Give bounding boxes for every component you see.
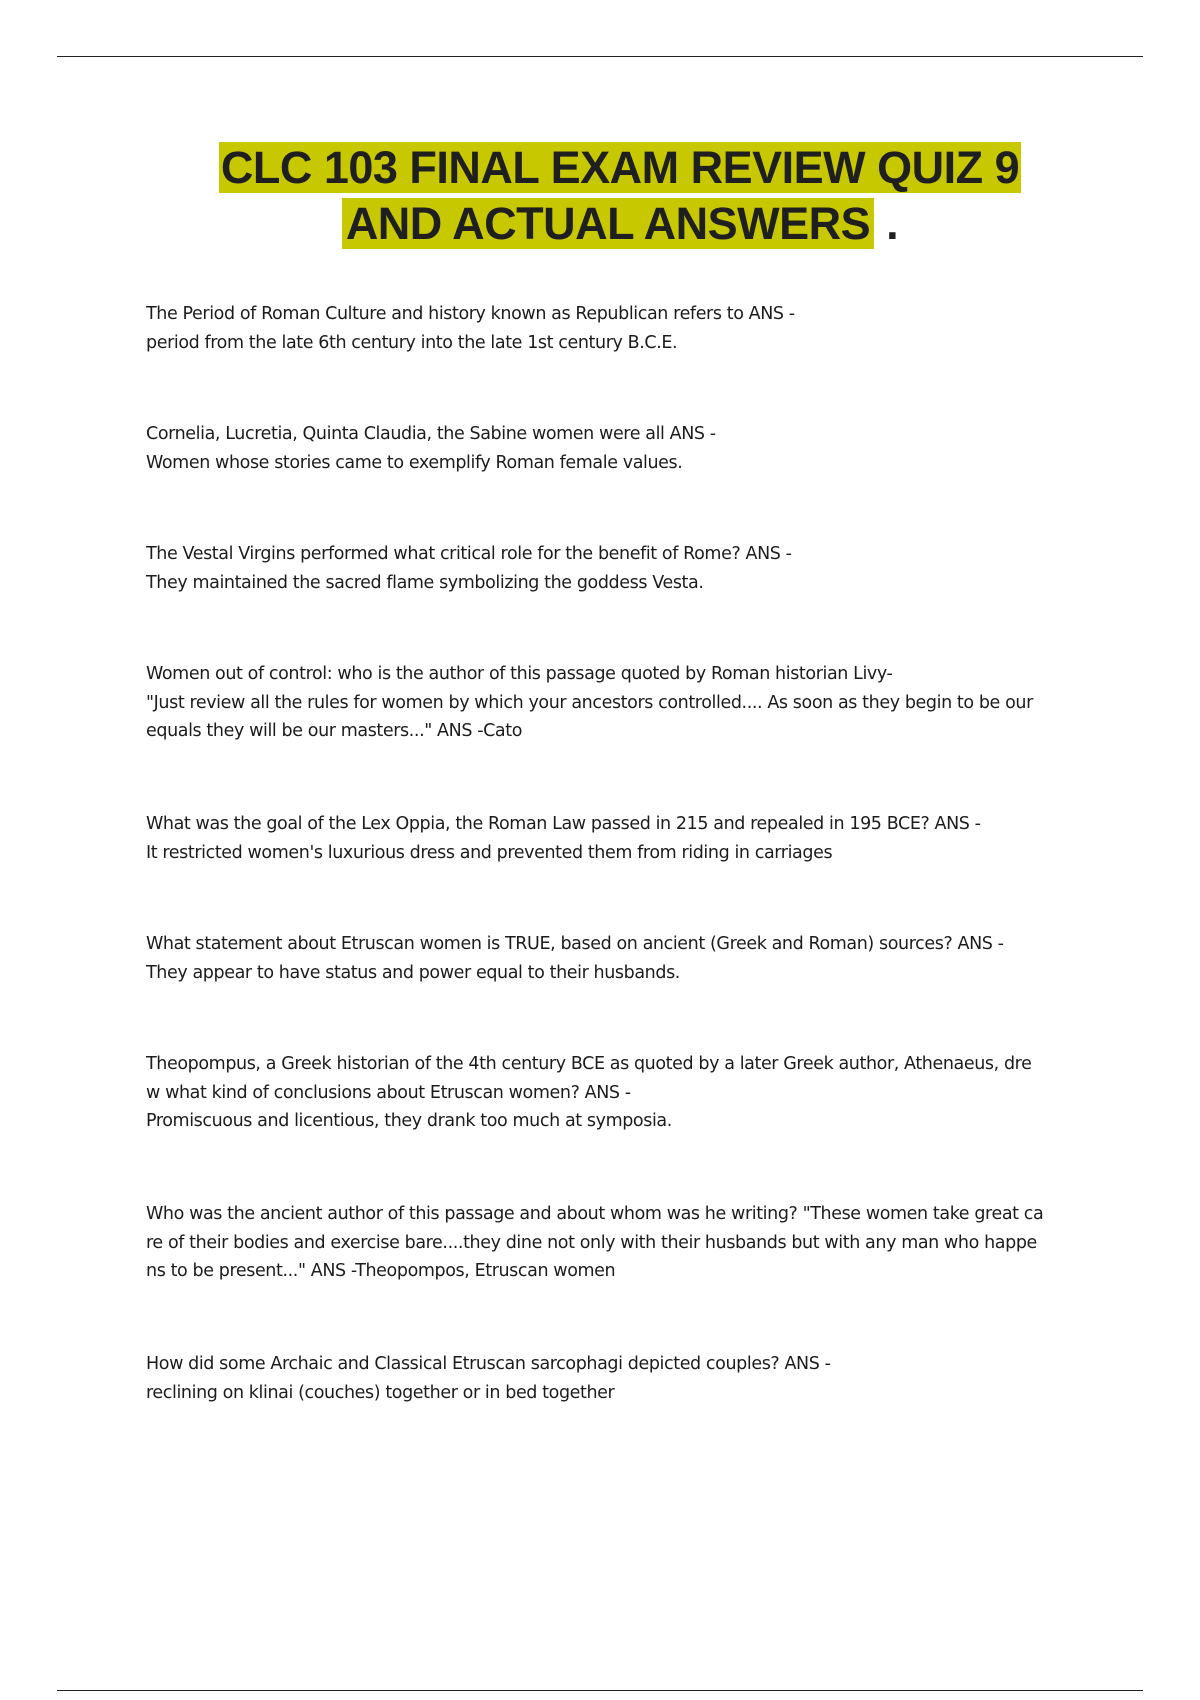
qa-item-9: How did some Archaic and Classical Etruscan sarcophagi depicted couples? ANS - reclining on klinai (couches) together or in bed together [146, 1354, 831, 1403]
qa-item-3: The Vestal Virgins performed what critical role for the benefit of Rome? ANS - They maintained the sacred flame symbolizing the goddess Vesta. [146, 544, 792, 593]
title-suffix: . [886, 198, 899, 249]
document-title [60, 140, 1180, 252]
qa-item-6: What statement about Etruscan women is TRUE, based on ancient (Greek and Roman) sources? ANS - They appear to have status and power equal to their husbands. [146, 934, 1004, 983]
qa-item-5: What was the goal of the Lex Oppia, the Roman Law passed in 215 and repealed in 195 BCE? ANS - It restricted women's luxurious dress and prevented them from riding in carriages [146, 814, 981, 863]
qa-item-7: Theopompus, a Greek historian of the 4th century BCE as quoted by a later Greek author, Athenaeus, dre w what kind of conclusions about Etruscan women? ANS - Promiscuous and licentious, they drank too much at symposia. [146, 1054, 1032, 1131]
qa-item-1: The Period of Roman Culture and history known as Republican refers to ANS - period from the late 6th century into the late 1st century B.C.E. [146, 304, 795, 353]
qa-item-8: Who was the ancient author of this passage and about whom was he writing? "These women take great ca re of their bodies and exercise bare....they dine not only with their husbands but with any man who happe ns to be present..." ANS -Theopompos, Etruscan women [146, 1204, 1044, 1281]
bottom-rule [57, 1690, 1143, 1691]
qa-item-4: Women out of control: who is the author of this passage quoted by Roman historian Livy- "Just review all the rules for women by which your ancestors controlled.... As soon as they begin to be our equals they will be our masters..." ANS -Cato [146, 664, 1033, 741]
title-line-2: AND ACTUAL ANSWERS [342, 198, 874, 249]
title-line-1: CLC 103 FINAL EXAM REVIEW QUIZ 9 [220, 142, 1020, 193]
top-rule [57, 56, 1143, 57]
qa-item-2: Cornelia, Lucretia, Quinta Claudia, the Sabine women were all ANS - Women whose stories came to exemplify Roman female values. [146, 424, 716, 473]
